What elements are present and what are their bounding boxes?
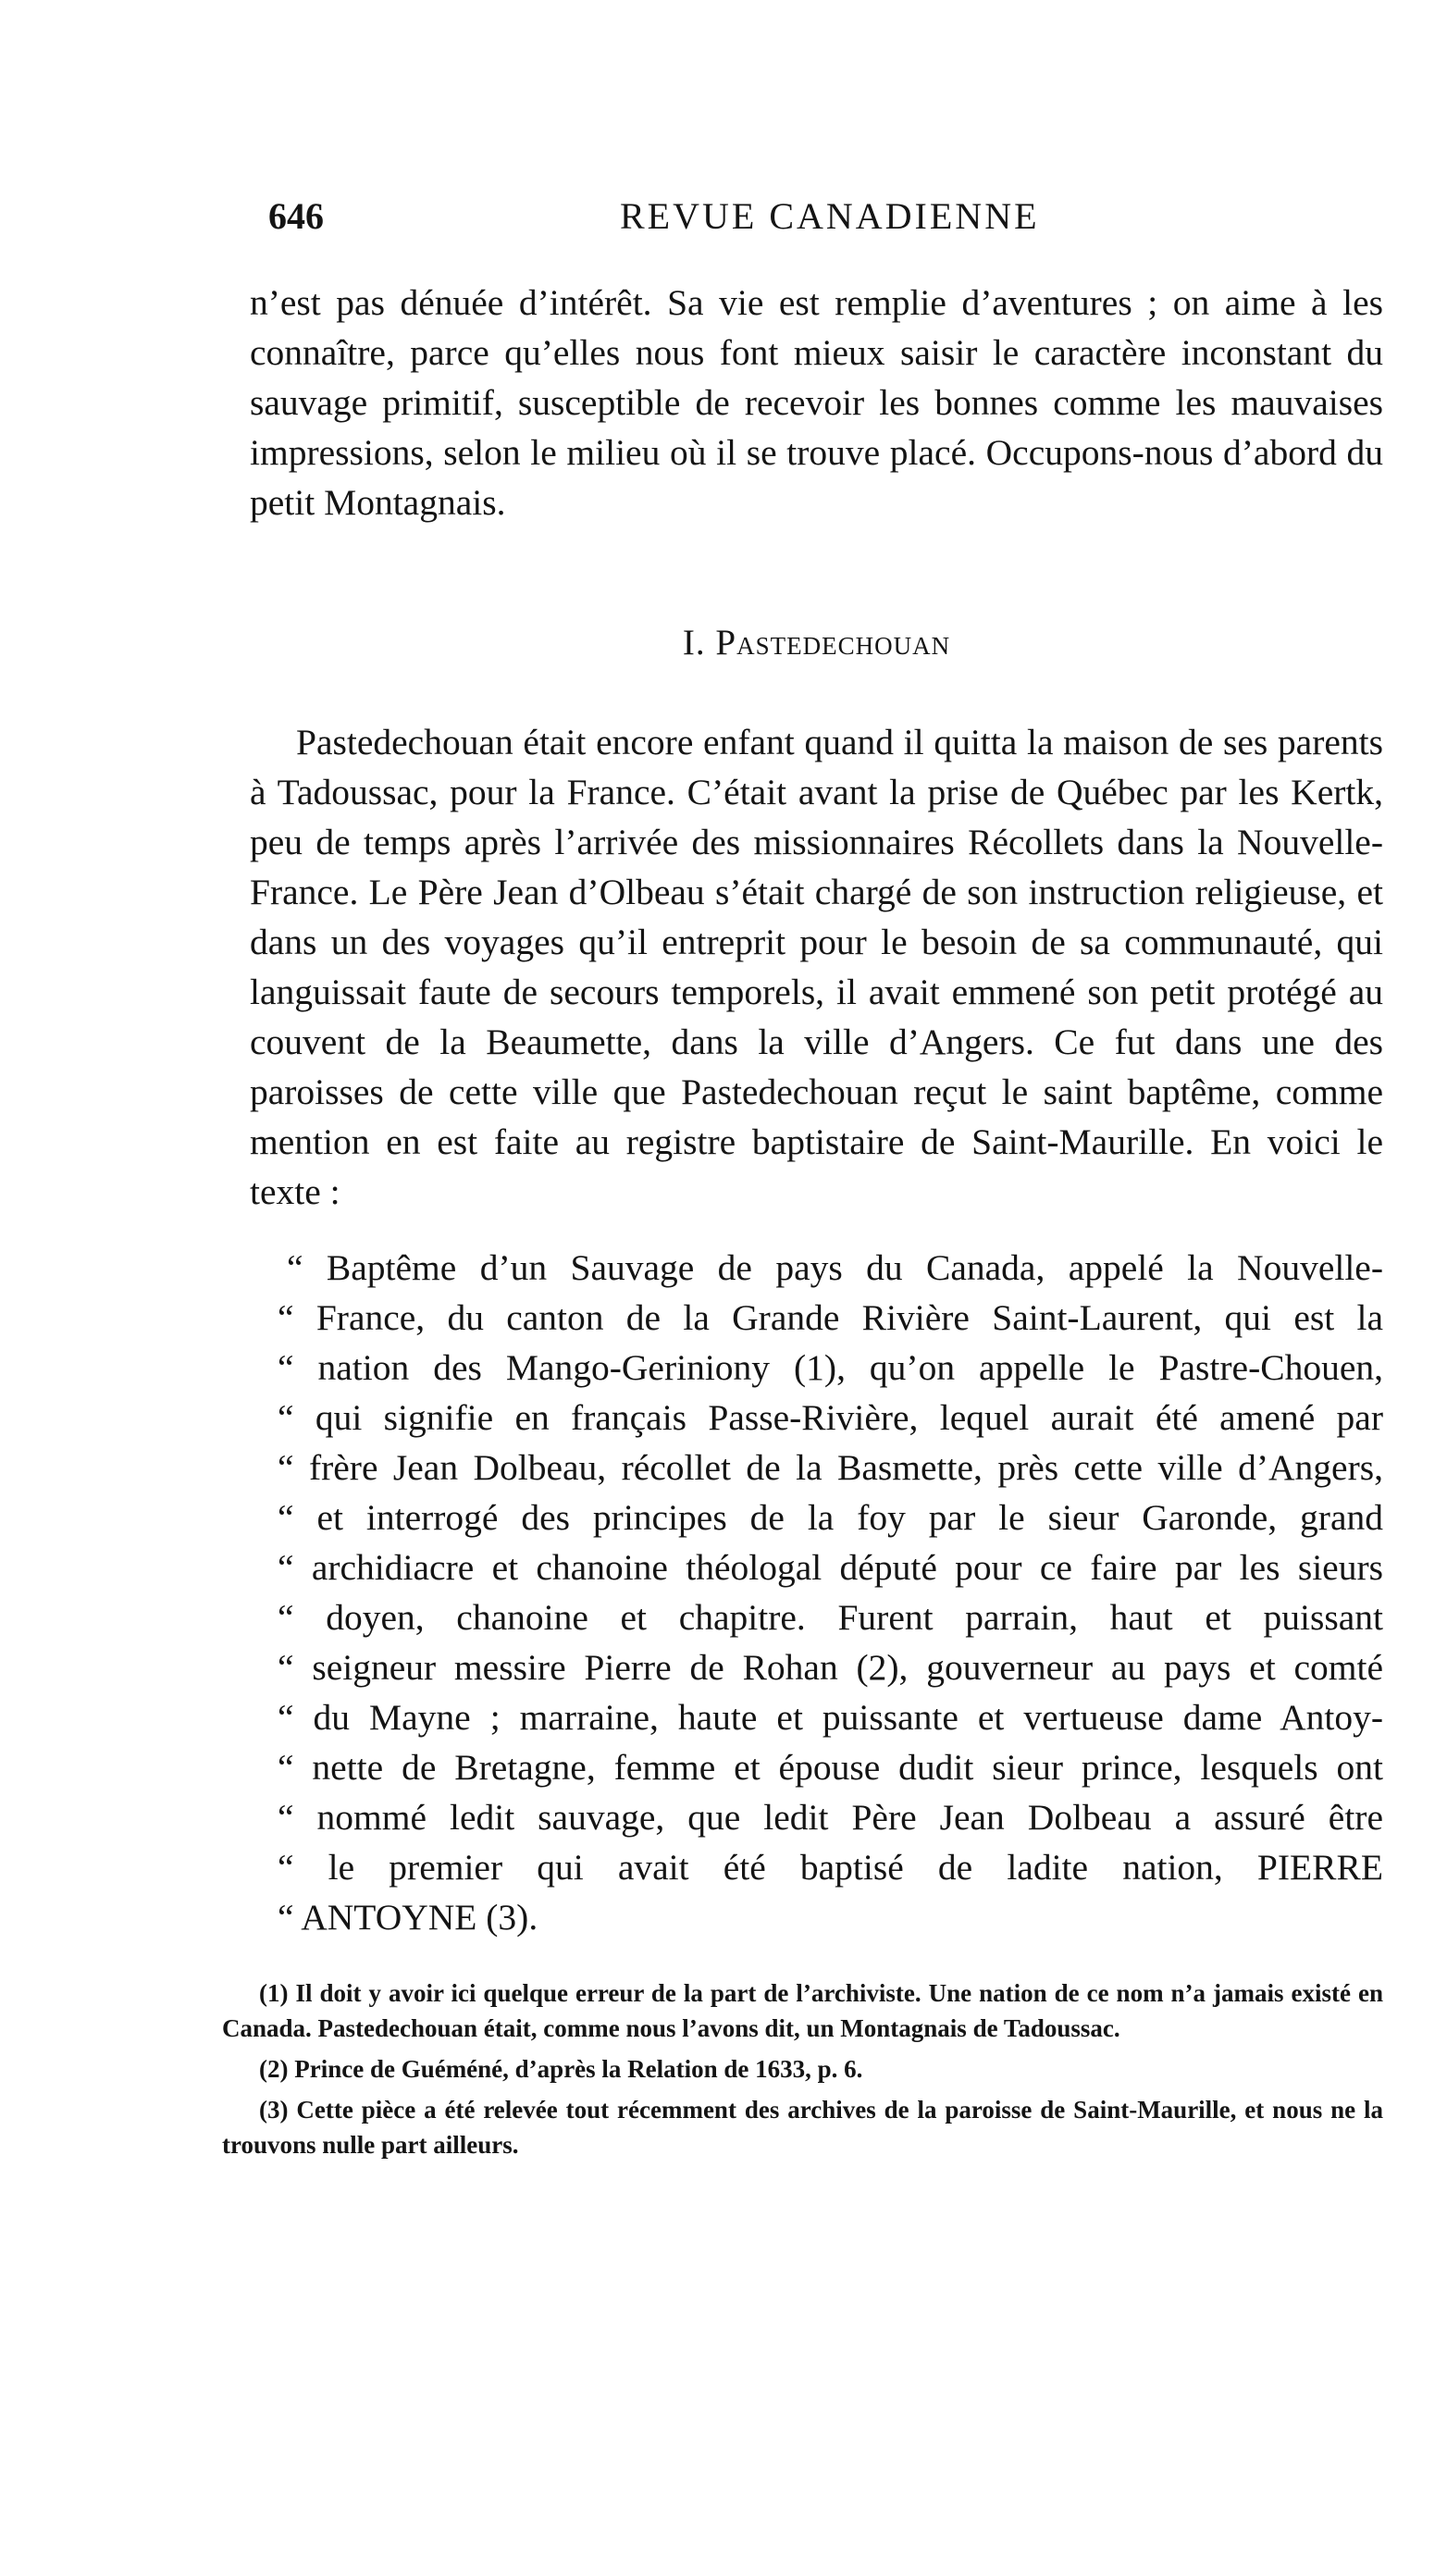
quote-line: “ doyen, chanoine et chapitre. Furent parrain, haut et puissant <box>278 1597 1383 1638</box>
main-paragraph <box>250 717 1383 1217</box>
intro-paragraph-text: n’est pas dénuée d’intérêt. Sa vie est remplie d’aventures ; on aime à les connaître, parce qu’elles nous font mieux saisir le caractère inconstant du sauvage primitif, susceptible de recevoir les bonnes comme les mauvaises impressions, selon le milieu où il se trouve placé. Occupons-nous d’abord du petit Montagnais. <box>250 282 1383 523</box>
footnote-3: (3) Cette pièce a été relevée tout récemment des archives de la paroisse de Saint-Maurille, et nous ne la trouvons nulle part ailleurs. <box>222 2096 1383 2159</box>
section-title: Pastedechouan <box>715 623 951 663</box>
quote-line: “ ANTOYNE (3). <box>278 1897 538 1938</box>
section-number: I. <box>682 623 706 663</box>
quote-line: “ et interrogé des principes de la foy par le sieur Garonde, grand <box>278 1497 1383 1538</box>
quote-line: “ du Mayne ; marraine, haute et puissante et vertueuse dame Antoy- <box>278 1697 1383 1738</box>
quote-line: “ nation des Mango-Geriniony (1), qu’on appelle le Pastre-Chouen, <box>278 1347 1383 1388</box>
quote-line: “ nette de Bretagne, femme et épouse dudit sieur prince, lesquels ont <box>278 1747 1383 1788</box>
footnotes <box>222 1975 1383 2168</box>
main-paragraph-text: Pastedechouan était encore enfant quand il quitta la maison de ses parents à Tadoussac, pour la France. C’était avant la prise de Québec par les Kertk, peu de temps après l’arrivée des missionnaires Récollets dans la Nouvelle-France. Le Père Jean d’Olbeau s’était chargé de son instruction religieuse, et dans un des voyages qu’il entreprit pour le besoin de sa communauté, qui languissait faute de secours temporels, il avait emmené son petit protégé au couvent de la Beaumette, dans la ville d’Angers. Ce fut dans une des paroisses de cette ville que Pastedechouan reçut le saint baptême, comme mention en est faite au registre baptistaire de Saint-Maurille. En voici le texte : <box>250 722 1383 1212</box>
baptism-record-quote <box>250 1243 1383 1942</box>
quote-line: “ qui signifie en français Passe-Rivière, lequel aurait été amené par <box>278 1397 1383 1438</box>
intro-paragraph <box>250 278 1383 527</box>
footnote-2: (2) Prince de Guéméné, d’après la Relation de 1633, p. 6. <box>259 2055 863 2083</box>
quote-line: “ frère Jean Dolbeau, récollet de la Basmette, près cette ville d’Angers, <box>278 1447 1383 1488</box>
section-heading <box>250 622 1383 663</box>
footnote-1: (1) Il doit y avoir ici quelque erreur de la part de l’archiviste. Une nation de ce nom n’a jamais existé en Canada. Pastedechouan était, comme nous l’avons dit, un Montagnais de Tadoussac. <box>222 1979 1383 2042</box>
quote-line: “ France, du canton de la Grande Rivière Saint-Laurent, qui est la <box>278 1297 1383 1338</box>
page-number: 646 <box>268 195 324 237</box>
running-head <box>268 194 1379 259</box>
quote-line: “ Baptême d’un Sauvage de pays du Canada, appelé la Nouvelle- <box>287 1247 1383 1288</box>
quote-line: “ seigneur messire Pierre de Rohan (2), gouverneur au pays et comté <box>278 1647 1383 1688</box>
journal-title: REVUE CANADIENNE <box>620 195 1040 237</box>
quote-line: “ le premier qui avait été baptisé de ladite nation, PIERRE <box>278 1847 1383 1888</box>
quote-line: “ archidiacre et chanoine théologal député pour ce faire par les sieurs <box>278 1547 1383 1588</box>
quote-line: “ nommé ledit sauvage, que ledit Père Jean Dolbeau a assuré être <box>278 1797 1383 1838</box>
